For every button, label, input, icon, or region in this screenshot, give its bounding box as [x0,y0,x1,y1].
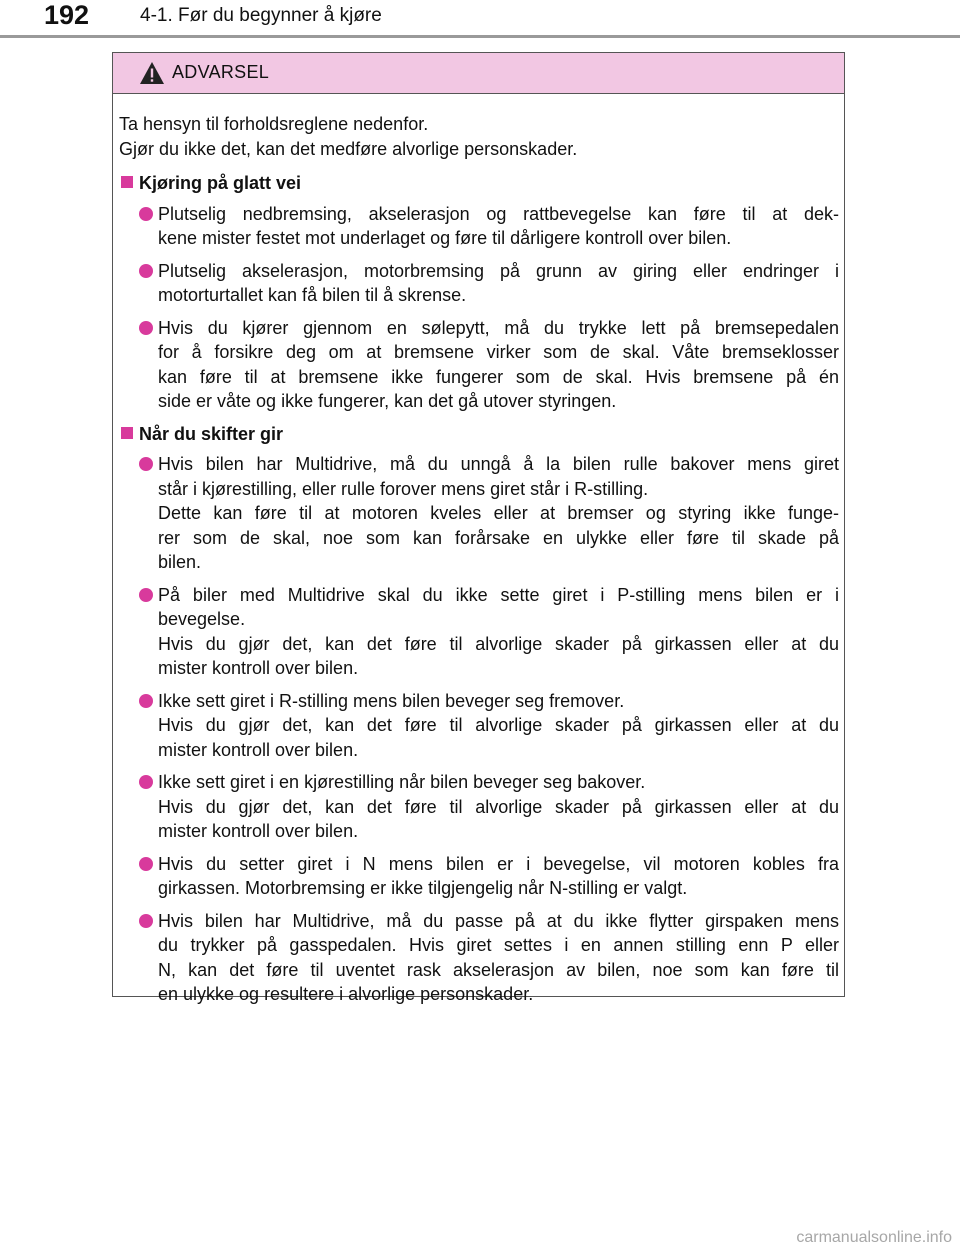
warning-content [119,112,839,1015]
round-bullet-icon [139,321,153,335]
bullet-line: motorturtallet kan få bilen til å skrense. [158,285,467,305]
bullet-line: Hvis du gjør det, kan det føre til alvorlige skader på girkassen eller at du [158,633,839,654]
bullet-line: Dette kan føre til at motoren kveles eller at bremser og styring ikke funge- [158,503,839,523]
round-bullet-icon [139,457,153,471]
bullet-item [119,689,839,763]
bullet-line: Plutselig akselerasjon, motorbremsing på grunn av giring eller endringer i [158,260,839,281]
bullet-item [119,770,839,844]
round-bullet-icon [139,207,153,221]
warning-triangle-icon [139,61,165,85]
round-bullet-icon [139,775,153,789]
bullet-line: Hvis bilen har Multidrive, må du unngå å la bilen rulle bakover mens giret [158,454,839,474]
bullet-line: mister kontroll over bilen. [158,821,359,841]
bullet-line: På biler med Multidrive skal du ikke sette giret i P-stilling mens bilen er i [158,584,839,605]
warning-intro [119,112,839,161]
bullet-item [119,583,839,681]
bullet-line: Hvis bilen har Multidrive, må du passe på at du ikke flytter girspaken mens [158,910,839,931]
bullet-line: en ulykke og resultere i alvorlige personskader. [158,984,534,1004]
bullet-line: rer som de skal, noe som kan forårsake en ulykke eller føre til skade på [158,527,839,548]
watermark: carmanualsonline.info [796,1229,952,1246]
bullet-item [119,852,839,901]
bullet-item [119,202,839,251]
bullet-item [119,259,839,308]
section-heading-text: Når du skifter gir [139,423,284,444]
section-heading [119,171,839,196]
warning-box [112,52,845,1004]
bullet-line: girkassen. Motorbremsing er ikke tilgjengelig når N-stilling er valgt. [158,878,688,898]
round-bullet-icon [139,264,153,278]
bullet-line: N, kan det føre til uventet rask akselerasjon av bilen, noe som kan føre til [158,959,839,980]
bullet-line: Ikke sett giret i R-stilling mens bilen beveger seg fremover. [158,690,625,711]
bullet-line: Hvis du setter giret i N mens bilen er i bevegelse, vil motoren kobles fra [158,853,839,874]
section-title: 4-1. Før du begynner å kjøre [140,5,382,26]
section-heading [119,422,839,447]
bullet-line: kene mister festet mot underlaget og føre til dårligere kontroll over bilen. [158,228,732,248]
page-number: 192 [44,0,90,30]
header-divider [0,35,960,38]
warning-header [113,53,844,94]
round-bullet-icon [139,857,153,871]
bullet-line: Ikke sett giret i en kjørestilling når bilen beveger seg bakover. [158,772,646,792]
bullet-line: Hvis du gjør det, kan det føre til alvorlige skader på girkassen eller at du [158,796,839,817]
warning-label: ADVARSEL [172,62,270,82]
warning-sections [119,171,839,1007]
page-header [0,0,960,40]
bullet-line: bevegelse. [158,609,246,629]
bullet-item [119,316,839,414]
bullet-item [119,452,839,575]
intro-line: Gjør du ikke det, kan det medføre alvorlige personskader. [119,138,578,159]
round-bullet-icon [139,694,153,708]
square-bullet-icon [121,427,133,439]
round-bullet-icon [139,588,153,602]
bullet-line: bilen. [158,552,202,572]
bullet-line: Hvis du gjør det, kan det føre til alvorlige skader på girkassen eller at du [158,715,839,735]
bullet-line: mister kontroll over bilen. [158,739,359,760]
bullet-line: står i kjørestilling, eller rulle forover mens giret står i R-stilling. [158,478,649,499]
bullet-line: Plutselig nedbremsing, akselerasjon og rattbevegelse kan føre til at dek- [158,203,839,224]
bullet-line: Hvis du kjører gjennom en sølepytt, må du trykke lett på bremsepedalen [158,317,839,338]
bullet-line: side er våte og ikke fungerer, kan det gå utover styringen. [158,391,617,411]
bullet-line: mister kontroll over bilen. [158,658,359,678]
bullet-item [119,909,839,1007]
bullet-line: for å forsikre deg om at bremsene virker som de skal. Våte bremseklosser [158,342,839,362]
intro-line: Ta hensyn til forholdsreglene nedenfor. [119,114,429,134]
square-bullet-icon [121,176,133,188]
bullet-line: kan føre til at bremsene ikke fungerer som de skal. Hvis bremsene på én [158,366,839,387]
round-bullet-icon [139,914,153,928]
bullet-line: du trykker på gasspedalen. Hvis giret settes i en annen stilling enn P eller [158,935,839,955]
section-heading-text: Kjøring på glatt vei [139,173,302,193]
